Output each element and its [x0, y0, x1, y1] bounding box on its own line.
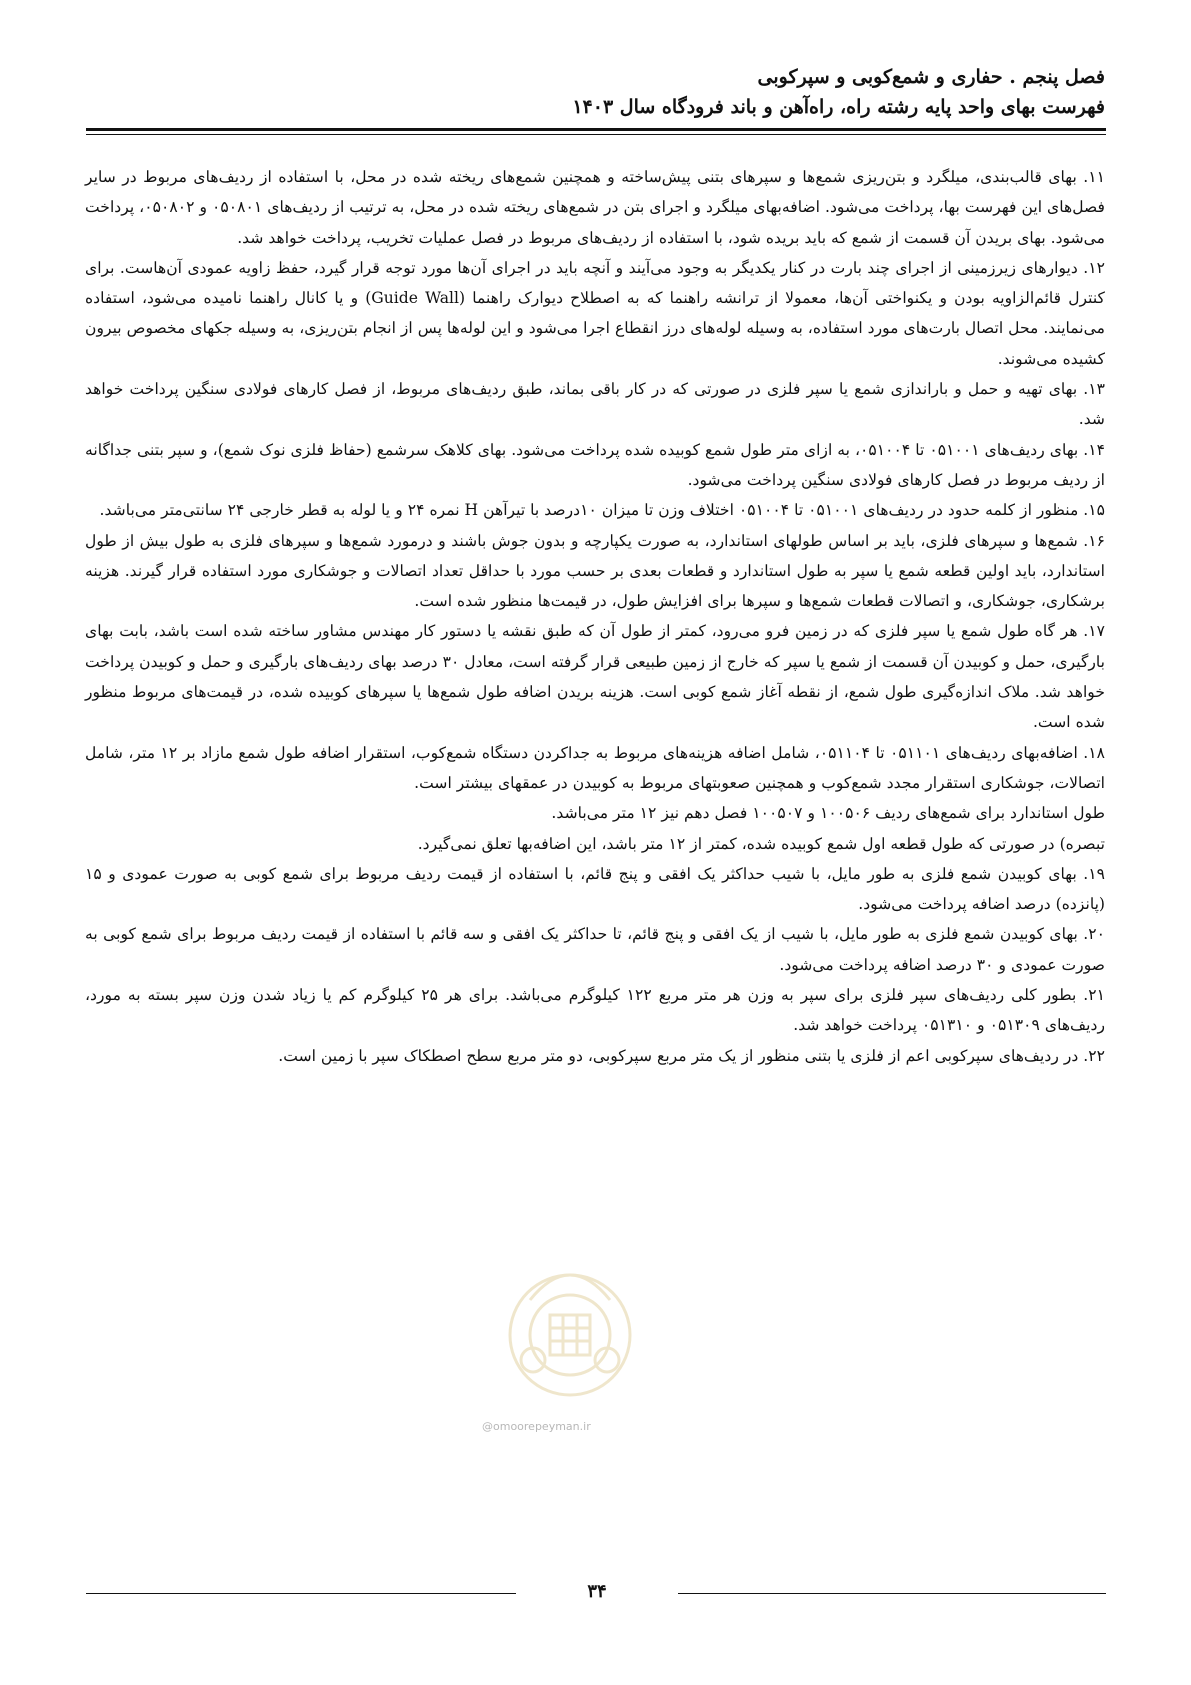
chapter-title: فصل پنجم . حفاری و شمع‌کوبی و سپرکوبی — [757, 66, 1105, 88]
header-divider-thick — [86, 128, 1106, 131]
paragraph-15: ۱۵. منظور از کلمه حدود در ردیف‌های ۰۵۱۰۰۱ تا ۰۵۱۰۰۴ اختلاف وزن تا میزان ۱۰درصد با تیرآهن H نمره ۲۴ و یا لوله به قطر خارجی ۲۴ سانتی‌متر می‌باشد. — [99, 501, 1105, 520]
footer-rule-right — [678, 1593, 1106, 1594]
header-divider-thin — [86, 134, 1106, 135]
paragraph-17: ۱۷. هر گاه طول شمع یا سپر فلزی که در زمین فرو می‌رود، کمتر از طول آن که طبق نقشه یا دستور کار مهندس مشاور ساخته شده است باشد، بابت بهای بارگیری، حمل و کوبیدن آن قسمت از شمع یا سپر که خارج از زمین طبیعی قرار گرفته است، معادل ۳۰ درصد بهای ردیف‌های بارگیری و حمل و کوبیدن پرداخت خواهد شد. ملاک اندازه‌گیری طول شمع، از نقطه آغاز شمع کوبی است. هزینه بریدن اضافه طول شمع‌ها یا سپرهای کوبیده شده، در قیمت‌های مربوط منظور شده است. — [85, 622, 1105, 732]
paragraph-18: ۱۸. اضافه‌بهای ردیف‌های ۰۵۱۱۰۱ تا ۰۵۱۱۰۴، شامل اضافه هزینه‌های مربوط به جداکردن دستگاه شمع‌کوب، استقرار اضافه طول شمع مازاد بر ۱۲ متر، شامل اتصالات، جوشکاری استقرار مجدد شمع‌کوب و همچنین صعوبتهای مربوط به کوبیدن در عمقهای بیشتر است. — [85, 743, 1105, 792]
paragraph-14: ۱۴. بهای ردیف‌های ۰۵۱۰۰۱ تا ۰۵۱۰۰۴، به ازای متر طول شمع کوبیده شده پرداخت می‌شود. بهای کلاهک سرشمع (حفاظ فلزی نوک شمع)، و سپر بتنی جداگانه از ردیف مربوط در فصل کارهای فولادی سنگین پرداخت می‌شود. — [85, 440, 1105, 489]
watermark-logo — [495, 1240, 645, 1410]
paragraph-11: ۱۱. بهای قالب‌بندی، میلگرد و بتن‌ریزی شمع‌ها و سپرهای بتنی پیش‌ساخته و همچنین شمع‌های ریخته شده در محل، با استفاده از ردیف‌های مربوط در سایر فصل‌های این فهرست بها، پرداخت می‌شود. اضافه‌بهای میلگرد و اجرای بتن در شمع‌های ریخته شده در محل، به ترتیب از ردیف‌های ۰۵۰۸۰۱ و ۰۵۰۸۰۲، پرداخت می‌شود. بهای بریدن آن قسمت از شمع که باید بریده شود، با استفاده از ردیف‌های مربوط در فصل عملیات تخریب، پرداخت خواهد شد. — [85, 168, 1105, 247]
paragraph-note: تبصره) در صورتی که طول قطعه اول شمع کوبیده شده، کمتر از ۱۲ متر باشد، این اضافه‌بها تعلق نمی‌گیرد. — [417, 834, 1105, 853]
paragraph-20: ۲۰. بهای کوبیدن شمع فلزی به طور مایل، با شیب از یک افقی و پنج قائم، تا حداکثر یک افقی و سه قائم با استفاده از قیمت ردیف مربوط برای شمع کوبی به صورت عمودی و ۳۰ درصد اضافه پرداخت می‌شود. — [85, 925, 1105, 974]
paragraph-13: ۱۳. بهای تهیه و حمل و باراندازی شمع یا سپر فلزی در صورتی که در کار باقی بماند، طبق ردیف‌های مربوط، از فصل کارهای فولادی سنگین پرداخت خواهد شد. — [85, 380, 1105, 429]
page-header — [85, 62, 1105, 122]
paragraph-12: ۱۲. دیوارهای زیرزمینی از اجرای چند بارت در کنار یکدیگر به وجود می‌آیند و آنچه باید در اجرای آن‌ها مورد توجه قرار گیرد، حفظ زاویه عمودی آن‌هاست. برای کنترل قائم‌الزاویه بودن و یکنواختی آن‌ها، معمولا از ترانشه راهنما که به اصطلاح دیوارک راهنما (Guide Wall) و یا کانال راهنما نامیده می‌شود، استفاده می‌نمایند. محل اتصال بارت‌های مورد استفاده، به وسیله لوله‌های درز انقطاع اجرا می‌شود و این لوله‌ها پس از انجام بتن‌ریزی، به وسیله جکهای مخصوص بیرون کشیده می‌شوند. — [85, 258, 1105, 368]
paragraph-16: ۱۶. شمع‌ها و سپرهای فلزی، باید بر اساس طولهای استاندارد، به صورت یکپارچه و بدون جوش باشند و درمورد شمع‌ها و سپرهای فلزی به طول بیش از طول استاندارد، باید اولین قطعه شمع یا سپر به طول استاندارد و قطعات بعدی بر حسب مورد با حداقل تعداد اتصالات و جوشکاری مورد استفاده قرار گیرند. هزینه برشکاری، جوشکاری، و اتصالات قطعات شمع‌ها و سپرها برای افزایش طول، در قیمت‌ها منظور شده است. — [85, 531, 1105, 611]
footer-rule-left — [86, 1593, 516, 1594]
paragraph-standard-length: طول استاندارد برای شمع‌های ردیف ۱۰۰۵۰۶ و ۱۰۰۵۰۷ فصل دهم نیز ۱۲ متر می‌باشد. — [551, 804, 1105, 823]
body-text — [85, 162, 1105, 1071]
paragraph-21: ۲۱. بطور کلی ردیف‌های سپر فلزی برای سپر به وزن هر متر مربع ۱۲۲ کیلوگرم می‌باشد. برای هر ۲۵ کیلوگرم کم یا زیاد شدن وزن سپر بسته به مورد، ردیف‌های ۰۵۱۳۰۹ و ۰۵۱۳۱۰ پرداخت خواهد شد. — [85, 986, 1105, 1035]
page-number: ۳۴ — [587, 1581, 607, 1602]
paragraph-19: ۱۹. بهای کوبیدن شمع فلزی به طور مایل، با شیب حداکثر یک افقی و پنج قائم، با استفاده از قیمت ردیف مربوط برای شمع کوبی به صورت عمودی و ۱۵ (پانزده) درصد اضافه پرداخت می‌شود. — [85, 864, 1105, 914]
watermark-text: @omoorepeyman.ir — [482, 1420, 591, 1433]
paragraph-22: ۲۲. در ردیف‌های سپرکوبی اعم از فلزی یا بتنی منظور از یک متر مربع سپرکوبی، دو متر مربع سطح اصطکاک سپر با زمین است. — [278, 1046, 1105, 1065]
document-subtitle: فهرست بهای واحد پایه رشته راه، راه‌آهن و باند فرودگاه سال ۱۴۰۳ — [572, 96, 1105, 118]
